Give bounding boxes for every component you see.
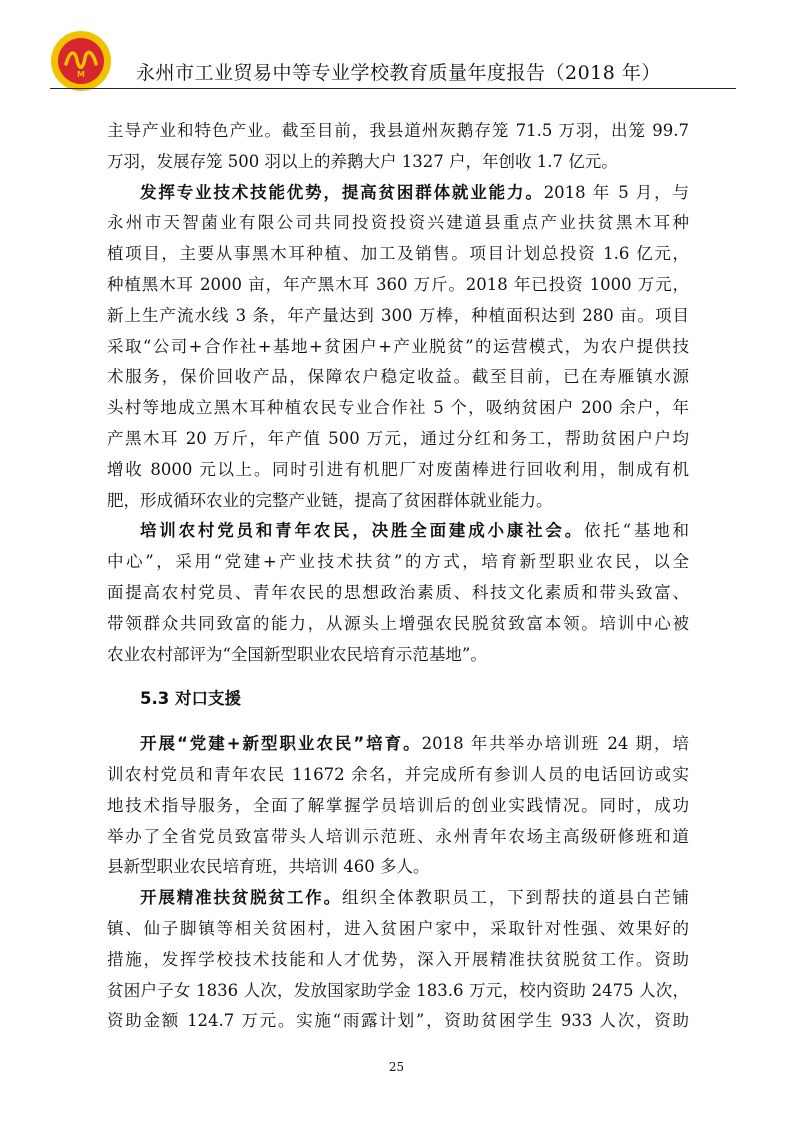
text-line (107, 729, 689, 760)
text-line: 主导产业和特色产业。截至目前，我县道州灰鹅存笼 71.5 万羽，出笼 99.7 (107, 121, 689, 140)
text-line: 镇、仙子脚镇等相关贫困村，进入贫困户家中，采取针对性强、效果好的 (107, 918, 689, 938)
text-line (107, 516, 689, 547)
text-run: 依托“基地和 (584, 521, 689, 541)
report-body (107, 116, 689, 1037)
text-line: 贫困户子女 1836 人次，发放国家助学金 183.6 万元，校内资助 2475 人次， (107, 980, 689, 1000)
school-logo (50, 30, 112, 92)
header-rule (50, 88, 736, 89)
paragraph-lead: 开展精准扶贫脱贫工作。 (140, 888, 342, 908)
page-header (50, 30, 750, 90)
text-line: 产黑木耳 20 万斤，年产值 500 万元，通过分红和务工，帮助贫困户户均 (107, 428, 689, 448)
text-line: 新上生产流水线 3 条，年产量达到 300 万棒，种植面积达到 280 亩。项目 (107, 305, 689, 325)
paragraph-lead: 培训农村党员和青年农民，决胜全面建成小康社会。 (140, 521, 585, 541)
text-line: 地技术指导服务，全面了解掌握学员培训后的创业实践情况。同时，成功 (107, 795, 689, 815)
text-line: 肥，形成循环农业的完整产业链，提高了贫困群体就业能力。 (107, 490, 553, 510)
text-line: 举办了全省党员致富带头人培训示范班、永州青年农场主高级研修班和道 (107, 826, 689, 846)
text-line: 面提高农村党员、青年农民的思想政治素质、科技文化素质和带头致富、 (107, 582, 689, 602)
text-line: 万羽，发展存笼 500 羽以上的养鹅大户 1327 户，年创收 1.7 亿元。 (107, 151, 618, 171)
report-title: 永州市工业贸易中等专业学校教育质量年度报告（2018 年） (136, 62, 661, 84)
page-number: 25 (388, 1060, 405, 1074)
text-line: 永州市天智菌业有限公司共同投资投资兴建道县重点产业扶贫黑木耳种 (107, 213, 689, 233)
paragraph (107, 516, 689, 670)
text-line: 县新型职业农民培育班，共培训 460 多人。 (107, 857, 430, 877)
logo-lettering: M (77, 70, 85, 79)
text-run: 2018 年共举办培训班 24 期，培 (421, 734, 689, 754)
paragraph (107, 116, 689, 178)
paragraph-lead: 发挥专业技术技能优势，提高贫困群体就业能力。 (140, 182, 544, 202)
section-heading: 5.3 对口支援 (140, 689, 241, 709)
text-line: 措施，发挥学校技术技能和人才优势，深入开展精准扶贫脱贫工作。资助 (107, 949, 689, 969)
paragraph-lead: 开展“党建+新型职业农民”培育。 (140, 734, 422, 754)
text-line: 增收 8000 元以上。同时引进有机肥厂对废菌棒进行回收利用，制成有机 (107, 459, 689, 479)
text-line: 中心”，采用“党建+产业技术扶贫”的方式，培育新型职业农民，以全 (107, 552, 689, 572)
paragraph (107, 178, 689, 517)
text-line: 训农村党员和青年农民 11672 余名，并完成所有参训人员的电话回访或实 (107, 764, 689, 784)
text-line: 带领群众共同致富的能力，从源头上增强农民脱贫致富本领。培训中心被 (107, 613, 689, 633)
paragraph (107, 883, 689, 1037)
text-line: 头村等地成立黑木耳种植农民专业合作社 5 个，吸纳贫困户 200 余户，年 (107, 398, 689, 418)
text-line: 术服务，保价回收产品，保障农户稳定收益。截至目前，已在寿雁镇水源 (107, 367, 689, 387)
text-line: 植项目，主要从事黑木耳种植、加工及销售。项目计划总投资 1.6 亿元， (107, 244, 689, 264)
text-line: 资助金额 124.7 万元。实施“雨露计划”，资助贫困学生 933 人次，资助 (107, 1011, 689, 1031)
text-run: 组织全体教职员工，下到帮扶的道县白芒铺 (341, 888, 689, 908)
text-line (107, 883, 689, 914)
text-line: 种植黑木耳 2000 亩，年产黑木耳 360 万斤。2018 年已投资 1000 万元， (107, 274, 689, 294)
text-run: 2018 年 5 月，与 (543, 182, 689, 202)
text-line: 农业农村部评为“全国新型职业农民培育示范基地”。 (107, 644, 487, 664)
text-line (107, 178, 689, 209)
text-line: 采取“公司+合作社+基地+贫困户+产业脱贫”的运营模式，为农户提供技 (107, 336, 689, 356)
paragraph (107, 729, 689, 883)
